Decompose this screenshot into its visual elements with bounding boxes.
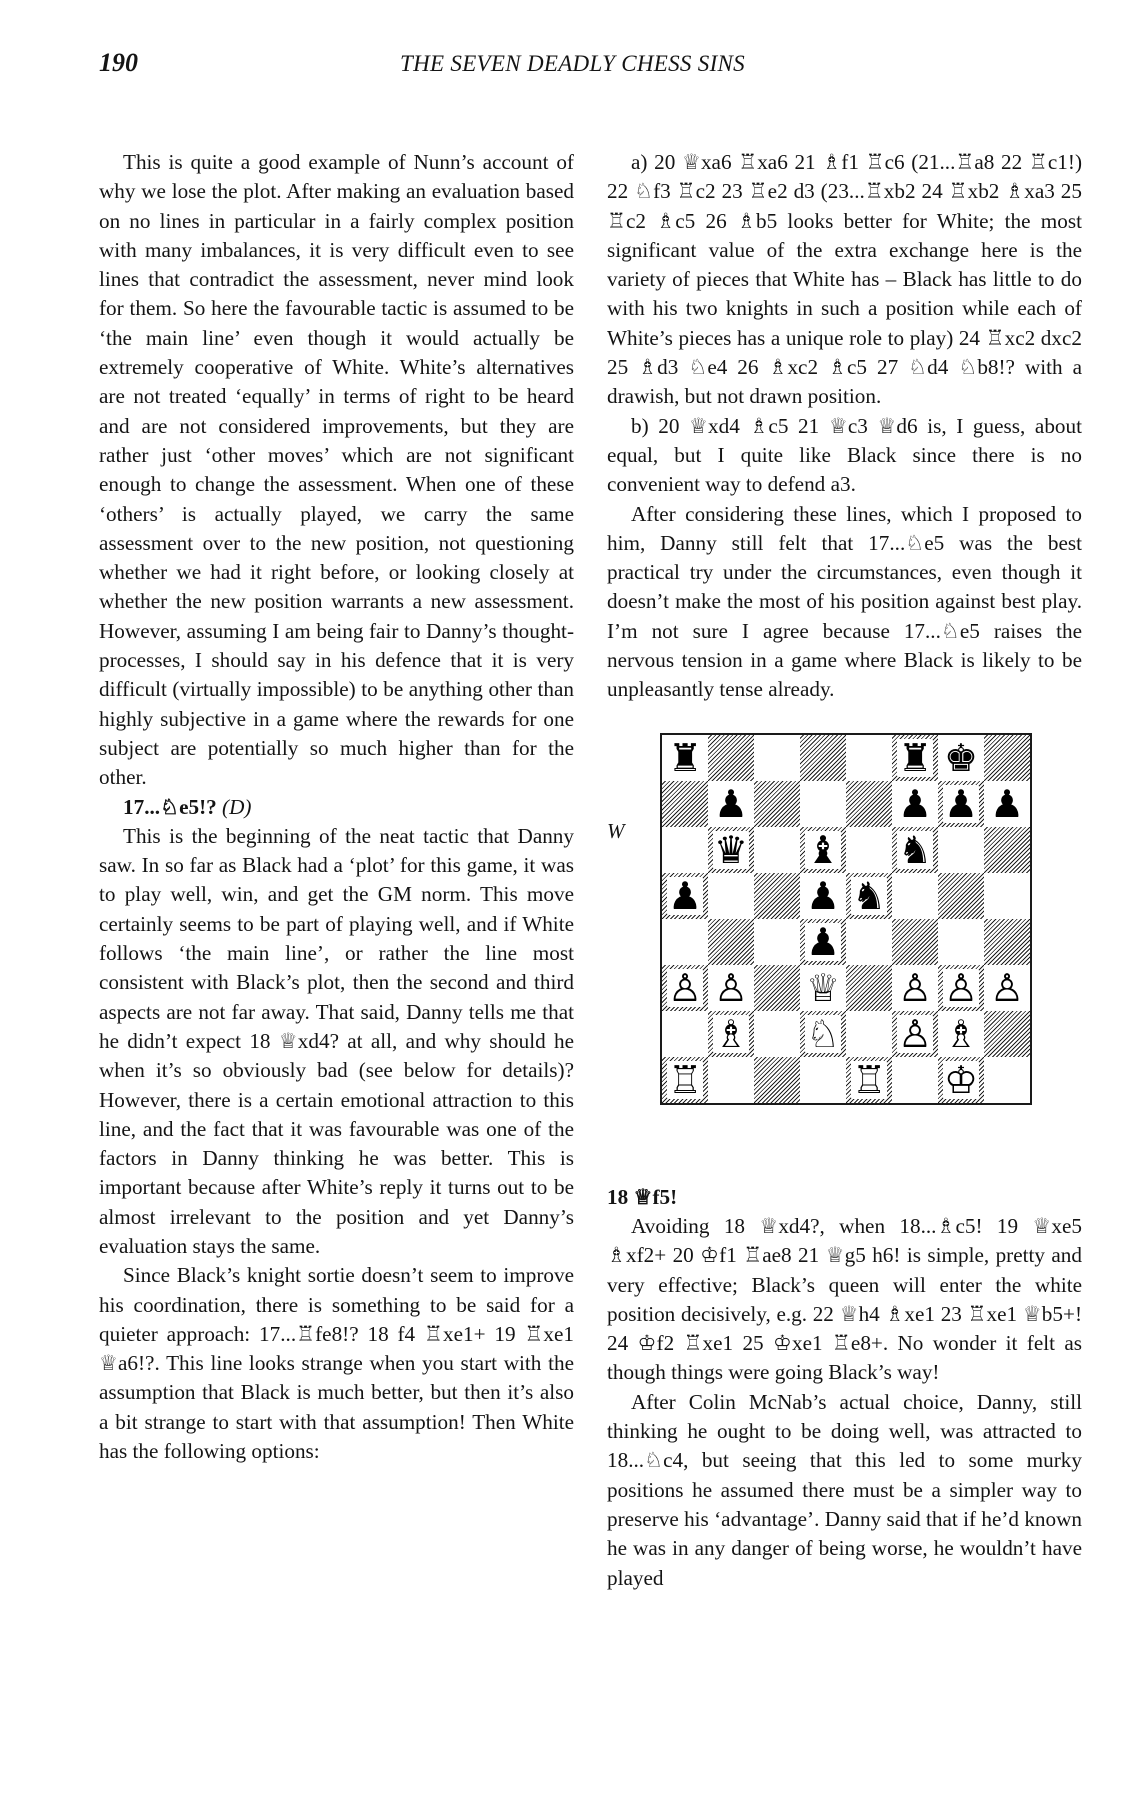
chess-diagram xyxy=(607,721,1082,1171)
square-g2 xyxy=(938,1011,984,1057)
paragraph: Since Black’s knight sortie doesn’t seem to improve his coordination, there is something to be said for a quieter approach: 17...♖fe8!? 18 f4 ♖xe1+ 19 ♖xe1 ♕a6!?. This line looks strange when you start with the assumption that Black is much better, but then it’s also a bit strange to start with that assumption! Then White has the following options: xyxy=(99,1263,574,1464)
square-h8 xyxy=(984,735,1030,781)
square-a3 xyxy=(662,965,708,1011)
paragraph: After considering these lines, which I proposed to him, Danny still felt that 17...♘e5 was the best practical try under the circumstances, even though it doesn’t make the most of his position against best play. I’m not sure I agree because 17...♘e5 raises the nervous tension in a game where Black is likely to be unpleasantly tense already. xyxy=(607,501,1082,702)
square-d5 xyxy=(800,873,846,919)
chess-piece-icon: ♛ xyxy=(713,827,749,872)
square-f2 xyxy=(892,1011,938,1057)
chess-board xyxy=(660,733,1032,1105)
chess-piece-icon: ♟ xyxy=(989,781,1025,826)
square-c1 xyxy=(754,1057,800,1103)
square-a6 xyxy=(662,827,708,873)
square-d1 xyxy=(800,1057,846,1103)
chess-piece-icon: ♜ xyxy=(667,735,703,780)
square-c3 xyxy=(754,965,800,1011)
running-title: THE SEVEN DEADLY CHESS SINS xyxy=(400,51,745,76)
square-h5 xyxy=(984,873,1030,919)
square-c5 xyxy=(754,873,800,919)
chess-piece-icon: ♙ xyxy=(989,965,1025,1010)
paragraph: This is quite a good example of Nunn’s account of why we lose the plot. After making an evaluation based on no lines in particular in a fairly complex position with many imbalances, it is very difficult even to see lines that contradict the assessment, never mind look for them. So here the favourable tactic is assumed to be ‘the main line’ even though it would actually be extremely cooperative of White. White’s alternatives are not treated ‘equally’ in terms of right to be heard and are not considered improvements, but they are rather just ‘other moves’ which are not significant enough to change the assessment. When one of these ‘others’ is actually played, we carry the same assessment over to the new position, not questioning whether we had it right before, or looking closely at whether the new position warrants a new assessment. However, assuming I am being fair to Danny’s thought-processes, I should say in his defence that it is very difficult (virtually impossible) to be anything other than highly subjective in a game where the rewards for one subject are potentially so much higher than for the other. xyxy=(99,150,574,790)
paragraph: b) 20 ♕xd4 ♗c5 21 ♕c3 ♕d6 is, I guess, about equal, but I quite like Black since there is no convenient way to defend a3. xyxy=(607,413,1082,497)
square-h4 xyxy=(984,919,1030,965)
paragraph: a) 20 ♕xa6 ♖xa6 21 ♗f1 ♖c6 (21...♖a8 22 ♖c1!) 22 ♘f3 ♖c2 23 ♖e2 d3 (23...♖xb2 24 ♖xb2 ♗xa3 25 ♖c2 ♗c5 26 ♗b5 looks better for White; the most significant value of the extra exchange here is the variety of pieces that White has – Black has little to do with his two knights in such a position while each of White’s pieces has a unique role to play) 24 ♖xc2 dxc2 25 ♗d3 ♘e4 26 ♗xc2 ♗c5 27 ♘d4 ♘b8!? with a drawish, but not drawn position. xyxy=(607,150,1082,409)
square-e1 xyxy=(846,1057,892,1103)
square-b2 xyxy=(708,1011,754,1057)
square-e6 xyxy=(846,827,892,873)
square-b5 xyxy=(708,873,754,919)
chess-piece-icon: ♙ xyxy=(667,965,703,1010)
square-h3 xyxy=(984,965,1030,1011)
square-d2 xyxy=(800,1011,846,1057)
square-e3 xyxy=(846,965,892,1011)
square-a2 xyxy=(662,1011,708,1057)
square-c8 xyxy=(754,735,800,781)
chess-piece-icon: ♖ xyxy=(667,1057,703,1102)
move-heading-text: 17...♘e5!? xyxy=(123,794,217,819)
diagram-reference: (D) xyxy=(222,794,252,819)
square-b8 xyxy=(708,735,754,781)
square-a1 xyxy=(662,1057,708,1103)
paragraph: Avoiding 18 ♕xd4?, when 18...♗c5! 19 ♕xe5 ♗xf2+ 20 ♔f1 ♖ae8 21 ♕g5 h6! is simple, pretty and very effective; Black’s queen will enter the white position decisively, e.g. 22 ♕h4 ♗xe1 23 ♖xe1 ♕b5+! 24 ♔f2 ♖xe1 25 ♔xe1 ♖e8+. No wonder it felt as though things were going Black’s way! xyxy=(607,1213,1082,1385)
square-g3 xyxy=(938,965,984,1011)
square-d7 xyxy=(800,781,846,827)
square-g4 xyxy=(938,919,984,965)
move-heading: 18 ♕f5! xyxy=(607,1184,678,1209)
square-b1 xyxy=(708,1057,754,1103)
square-g7 xyxy=(938,781,984,827)
square-e5 xyxy=(846,873,892,919)
square-g8 xyxy=(938,735,984,781)
square-c2 xyxy=(754,1011,800,1057)
square-b3 xyxy=(708,965,754,1011)
square-f6 xyxy=(892,827,938,873)
paragraph: This is the beginning of the neat tactic that Danny saw. In so far as Black had a ‘plot’ for this game, it was to play well, win, and get the GM norm. This move certainly seems to be part of playing well, and if White follows ‘the main line’, or rather the line most consistent with Black’s plot, then the second and third aspects are not far away. That said, Danny tells me that he didn’t expect 18 ♕xd4? at all, and why should he when it’s so obviously bad (see below for details)? However, there is a certain emotional attraction to this line, and the fact that it was favourable was one of the factors in Danny thinking he was better. This is important because after White’s reply it turns out to be almost irrelevant to the position and yet Danny’s evaluation stays the same. xyxy=(99,823,574,1258)
square-e7 xyxy=(846,781,892,827)
square-b4 xyxy=(708,919,754,965)
square-e4 xyxy=(846,919,892,965)
chess-piece-icon: ♟ xyxy=(943,781,979,826)
square-h6 xyxy=(984,827,1030,873)
square-f5 xyxy=(892,873,938,919)
square-a5 xyxy=(662,873,708,919)
square-e8 xyxy=(846,735,892,781)
square-c4 xyxy=(754,919,800,965)
square-b7 xyxy=(708,781,754,827)
chess-piece-icon: ♞ xyxy=(851,873,887,918)
page-number: 190 xyxy=(99,48,138,77)
chess-piece-icon: ♕ xyxy=(805,965,841,1010)
square-a8 xyxy=(662,735,708,781)
square-e2 xyxy=(846,1011,892,1057)
chess-piece-icon: ♙ xyxy=(943,965,979,1010)
square-f4 xyxy=(892,919,938,965)
chess-piece-icon: ♗ xyxy=(943,1011,979,1056)
chess-piece-icon: ♙ xyxy=(713,965,749,1010)
chess-piece-icon: ♚ xyxy=(943,735,979,780)
side-to-move-label: W xyxy=(607,818,625,843)
square-d6 xyxy=(800,827,846,873)
square-c6 xyxy=(754,827,800,873)
chess-piece-icon: ♜ xyxy=(897,735,933,780)
square-h7 xyxy=(984,781,1030,827)
chess-piece-icon: ♗ xyxy=(713,1011,749,1056)
chess-piece-icon: ♟ xyxy=(805,873,841,918)
chess-piece-icon: ♟ xyxy=(897,781,933,826)
square-d3 xyxy=(800,965,846,1011)
square-f7 xyxy=(892,781,938,827)
chess-piece-icon: ♙ xyxy=(897,1011,933,1056)
square-f1 xyxy=(892,1057,938,1103)
square-g6 xyxy=(938,827,984,873)
chess-piece-icon: ♔ xyxy=(943,1057,979,1102)
square-c7 xyxy=(754,781,800,827)
chess-piece-icon: ♙ xyxy=(897,965,933,1010)
square-d4 xyxy=(800,919,846,965)
square-d8 xyxy=(800,735,846,781)
move-heading xyxy=(99,793,574,822)
square-a7 xyxy=(662,781,708,827)
paragraph: After Colin McNab’s actual choice, Danny, still thinking he ought to be doing well, was attracted to 18...♘c4, but seeing that this led to some murky positions he assumed there must be a simpler way to preserve his ‘advantage’. Danny said that if he’d known he was in any danger of being worse, he wouldn’t have played xyxy=(607,1389,1082,1590)
chess-piece-icon: ♘ xyxy=(805,1011,841,1056)
square-f8 xyxy=(892,735,938,781)
chess-piece-icon: ♟ xyxy=(667,873,703,918)
right-column xyxy=(607,148,1082,1593)
square-b6 xyxy=(708,827,754,873)
chess-piece-icon: ♝ xyxy=(805,827,841,872)
chess-piece-icon: ♖ xyxy=(851,1057,887,1102)
chess-piece-icon: ♟ xyxy=(805,919,841,964)
square-h1 xyxy=(984,1057,1030,1103)
square-g5 xyxy=(938,873,984,919)
square-a4 xyxy=(662,919,708,965)
left-column xyxy=(99,148,574,1466)
square-g1 xyxy=(938,1057,984,1103)
square-h2 xyxy=(984,1011,1030,1057)
chess-piece-icon: ♞ xyxy=(897,827,933,872)
chess-piece-icon: ♟ xyxy=(713,781,749,826)
square-f3 xyxy=(892,965,938,1011)
